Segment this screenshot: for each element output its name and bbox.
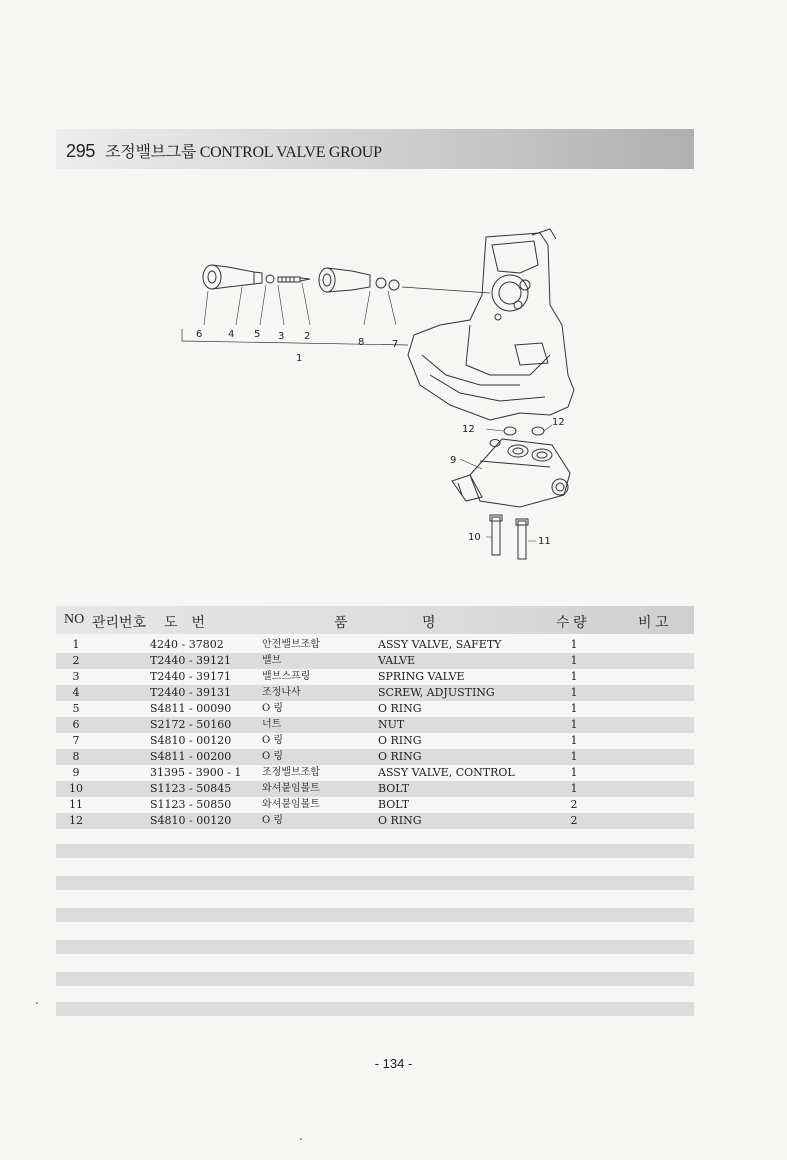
row-name-korean: 너트 xyxy=(262,719,282,730)
row-quantity: 1 xyxy=(570,638,578,651)
callout-4: 4 xyxy=(228,329,235,340)
row-name-korean: O 링 xyxy=(262,751,284,762)
table-row xyxy=(56,797,694,813)
row-quantity: 1 xyxy=(570,734,578,747)
row-name-english: O RING xyxy=(378,702,422,715)
table-row xyxy=(56,669,694,685)
row-name-english: ASSY VALVE, CONTROL xyxy=(378,766,515,779)
row-no: 9 xyxy=(72,766,80,779)
row-part-number: T2440 - 39171 xyxy=(150,670,232,683)
row-quantity: 1 xyxy=(570,782,578,795)
section-title xyxy=(66,139,382,162)
empty-row-stripe xyxy=(56,876,694,890)
row-part-number: S4811 - 00090 xyxy=(150,702,232,715)
section-header xyxy=(56,129,694,169)
row-part-number: 4240 - 37802 xyxy=(150,638,224,651)
row-part-number: S4810 - 00120 xyxy=(150,734,232,747)
row-name-english: O RING xyxy=(378,750,422,763)
callout-1: 1 xyxy=(296,353,303,364)
exploded-parts-diagram xyxy=(170,225,590,565)
row-name-korean: 와셔붙임볼트 xyxy=(262,799,320,810)
row-part-number: S2172 - 50160 xyxy=(150,718,232,731)
table-row xyxy=(56,637,694,653)
row-quantity: 1 xyxy=(570,702,578,715)
row-quantity: 1 xyxy=(570,670,578,683)
row-name-english: VALVE xyxy=(378,654,416,667)
scan-speck xyxy=(36,1002,38,1004)
table-row xyxy=(56,701,694,717)
row-quantity: 2 xyxy=(570,798,578,811)
table-row xyxy=(56,813,694,829)
row-name-korean: 조정밸브조합 xyxy=(262,767,320,778)
row-name-english: O RING xyxy=(378,734,422,747)
row-name-korean: 밸브 xyxy=(262,655,282,666)
row-part-number: S4811 - 00200 xyxy=(150,750,232,763)
row-name-korean: O 링 xyxy=(262,735,284,746)
row-part-number: T2440 - 39131 xyxy=(150,686,232,699)
row-name-english: ASSY VALVE, SAFETY xyxy=(378,638,502,651)
callout-9: 9 xyxy=(450,455,457,466)
row-part-number: S1123 - 50845 xyxy=(150,782,232,795)
callout-2: 2 xyxy=(304,331,311,342)
row-name-korean: O 링 xyxy=(262,703,284,714)
header-part-name-2: 명 xyxy=(422,616,436,631)
row-no: 6 xyxy=(72,718,80,731)
row-quantity: 1 xyxy=(570,686,578,699)
callout-7: 7 xyxy=(392,339,399,350)
row-quantity: 2 xyxy=(570,814,578,827)
row-name-korean: 안전밸브조합 xyxy=(262,639,320,650)
row-no: 2 xyxy=(72,654,80,667)
callout-10: 10 xyxy=(468,532,481,543)
page-number: - 134 - xyxy=(374,1056,413,1071)
row-no: 1 xyxy=(72,638,80,651)
empty-row-stripe xyxy=(56,908,694,922)
table-row xyxy=(56,685,694,701)
row-no: 3 xyxy=(72,670,80,683)
header-remark: 비 고 xyxy=(638,616,669,631)
row-no: 10 xyxy=(69,782,83,795)
header-no: NO xyxy=(64,612,85,627)
row-part-number: S4810 - 00120 xyxy=(150,814,232,827)
parts-table xyxy=(56,637,694,829)
row-no: 7 xyxy=(72,734,80,747)
row-name-english: SPRING VALVE xyxy=(378,670,465,683)
callout-11: 11 xyxy=(538,536,551,547)
table-row xyxy=(56,653,694,669)
row-quantity: 1 xyxy=(570,750,578,763)
row-quantity: 1 xyxy=(570,766,578,779)
section-number: 295 xyxy=(66,141,96,161)
row-name-english: BOLT xyxy=(378,798,410,811)
table-row xyxy=(56,765,694,781)
header-part-name-1: 품 xyxy=(334,616,348,631)
parts-table-header xyxy=(56,606,694,634)
row-quantity: 1 xyxy=(570,718,578,731)
header-drawing-number: 도 번 xyxy=(164,616,206,631)
row-part-number: S1123 - 50850 xyxy=(150,798,232,811)
table-row xyxy=(56,749,694,765)
row-part-number: T2440 - 39121 xyxy=(150,654,232,667)
table-row xyxy=(56,733,694,749)
row-name-korean: 조정나사 xyxy=(262,687,301,698)
callout-6: 6 xyxy=(196,329,203,340)
callout-12-right: 12 xyxy=(552,417,565,428)
header-mgmt-number: 관리번호 xyxy=(92,616,147,631)
empty-row-stripe xyxy=(56,844,694,858)
row-quantity: 1 xyxy=(570,654,578,667)
section-name: 조정밸브그룹 CONTROL VALVE GROUP xyxy=(105,144,382,161)
empty-row-stripe xyxy=(56,940,694,954)
row-name-korean: 밸브스프링 xyxy=(262,671,311,682)
row-no: 4 xyxy=(72,686,80,699)
scan-speck xyxy=(300,1138,302,1140)
callout-12-left: 12 xyxy=(462,424,475,435)
row-name-english: BOLT xyxy=(378,782,410,795)
row-no: 12 xyxy=(69,814,83,827)
row-no: 11 xyxy=(69,798,83,811)
row-name-korean: 와셔붙임볼트 xyxy=(262,783,320,794)
table-row xyxy=(56,717,694,733)
row-name-english: NUT xyxy=(378,718,405,731)
callout-3: 3 xyxy=(278,331,285,342)
empty-row-stripe xyxy=(56,1002,694,1016)
table-row xyxy=(56,781,694,797)
row-name-english: SCREW, ADJUSTING xyxy=(378,686,495,699)
callout-8: 8 xyxy=(358,337,365,348)
header-quantity: 수 량 xyxy=(556,616,587,631)
row-name-korean: O 링 xyxy=(262,815,284,826)
empty-row-stripe xyxy=(56,972,694,986)
row-no: 5 xyxy=(72,702,80,715)
row-no: 8 xyxy=(72,750,80,763)
row-name-english: O RING xyxy=(378,814,422,827)
row-part-number: 31395 - 3900 - 1 xyxy=(150,766,242,779)
callout-5: 5 xyxy=(254,329,261,340)
